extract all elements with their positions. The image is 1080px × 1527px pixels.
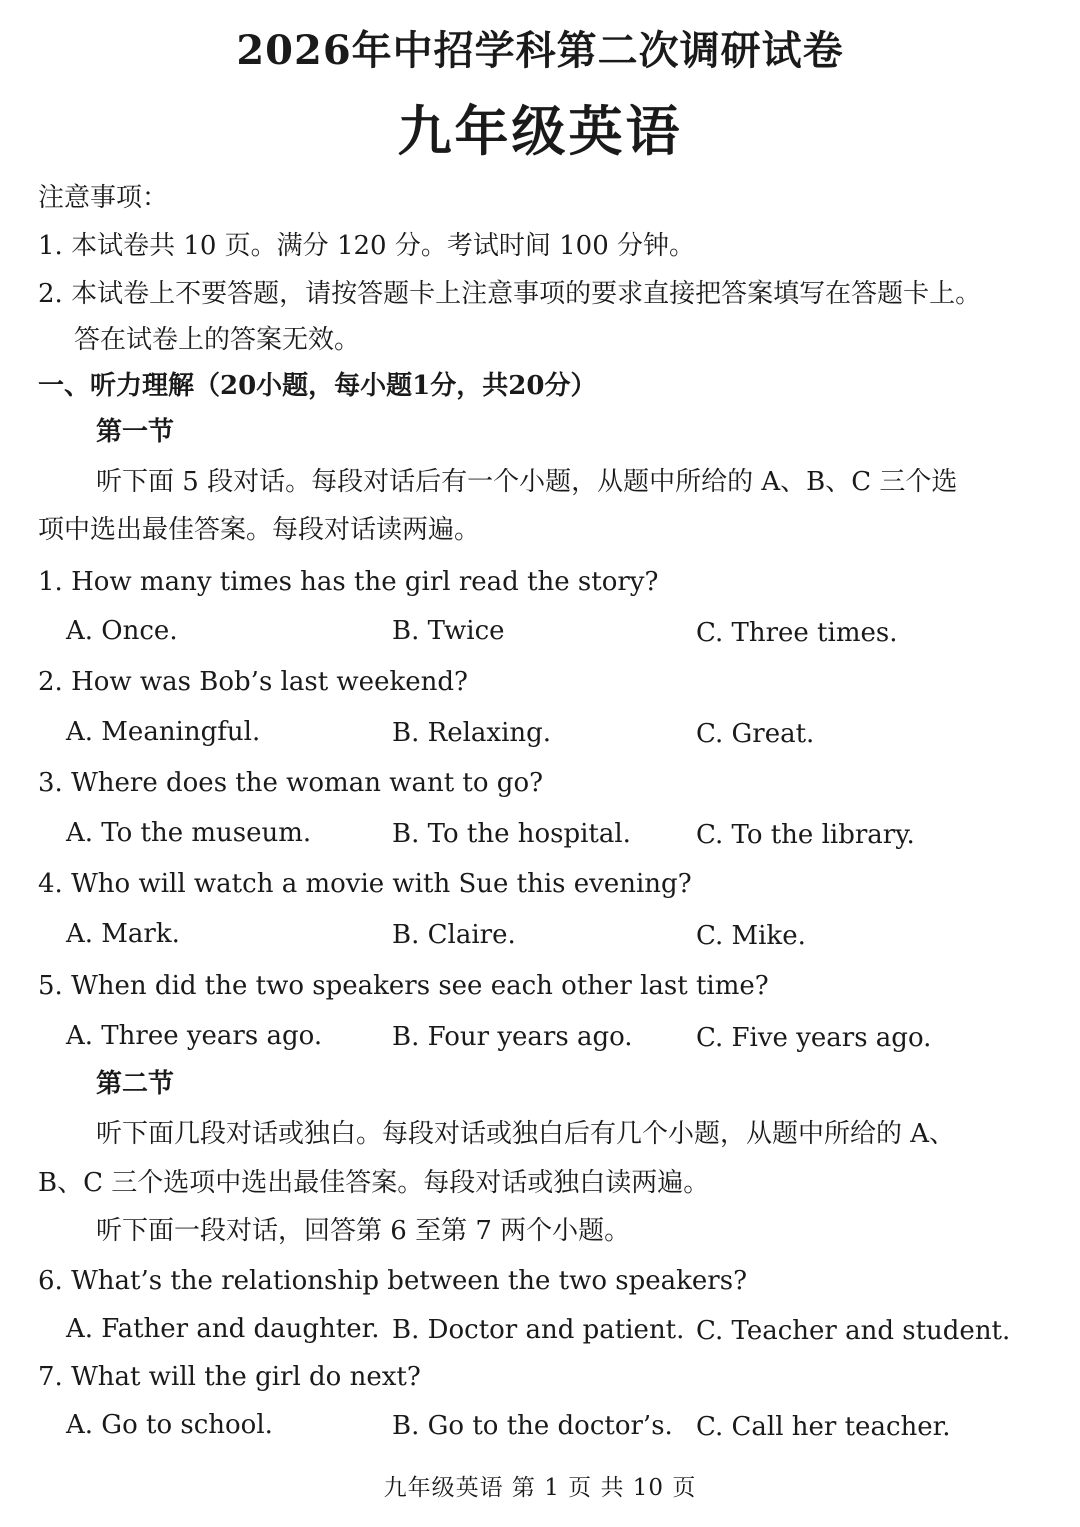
- notice-item-2-cont: 答在试卷上的答案无效。: [74, 325, 361, 355]
- part2-heading: 第二节: [96, 1069, 175, 1099]
- part2-instructions: 听下面几段对话或独白。每段对话或独白后有几个小题，从题中所给的 A、: [96, 1119, 956, 1149]
- question-4: 4. Who will watch a movie with Sue this evening?: [38, 869, 692, 899]
- q6-option-a: A. Father and daughter.: [66, 1314, 380, 1344]
- part1-instructions: 听下面 5 段对话。每段对话后有一个小题，从题中所给的 A、B、C 三个选: [96, 467, 958, 497]
- q2-option-c: C. Great.: [696, 719, 815, 749]
- part1-heading: 第一节: [96, 417, 175, 447]
- q5-option-a: A. Three years ago.: [66, 1021, 323, 1051]
- notice-item-1: 1. 本试卷共 10 页。满分 120 分。考试时间 100 分钟。: [38, 231, 695, 261]
- page-footer: 九年级英语 第 1 页 共 10 页: [383, 1475, 697, 1501]
- subject-title: 九年级英语: [397, 99, 683, 163]
- question-1: 1. How many times has the girl read the story?: [38, 567, 659, 597]
- q7-option-c: C. Call her teacher.: [696, 1412, 951, 1442]
- part2-sub-instructions: 听下面一段对话，回答第 6 至第 7 两个小题。: [96, 1216, 631, 1246]
- q4-option-b: B. Claire.: [392, 920, 516, 950]
- question-2: 2. How was Bob’s last weekend?: [38, 667, 468, 697]
- q5-option-b: B. Four years ago.: [392, 1022, 633, 1052]
- q2-option-b: B. Relaxing.: [392, 718, 552, 748]
- q6-option-b: B. Doctor and patient.: [392, 1315, 685, 1345]
- q1-option-c: C. Three times.: [696, 618, 898, 648]
- q1-option-b: B. Twice: [392, 616, 505, 646]
- notice-heading: 注意事项：: [38, 183, 169, 213]
- q4-option-c: C. Mike.: [696, 921, 806, 951]
- q6-option-c: C. Teacher and student.: [696, 1316, 1011, 1346]
- part1-instructions-cont: 项中选出最佳答案。每段对话读两遍。: [38, 515, 481, 545]
- q3-option-b: B. To the hospital.: [392, 819, 631, 849]
- q1-option-a: A. Once.: [66, 616, 178, 646]
- part2-instructions-cont: B、C 三个选项中选出最佳答案。每段对话或独白读两遍。: [38, 1168, 710, 1198]
- q3-option-a: A. To the museum.: [66, 818, 312, 848]
- q4-option-a: A. Mark.: [66, 919, 180, 949]
- question-6: 6. What’s the relationship between the two speakers?: [38, 1266, 748, 1296]
- q2-option-a: A. Meaningful.: [66, 717, 261, 747]
- section-heading: 一、听力理解（20小题，每小题1分，共20分）: [38, 371, 597, 401]
- question-3: 3. Where does the woman want to go?: [38, 768, 544, 798]
- exam-title: 2026年中招学科第二次调研试卷: [236, 27, 844, 74]
- q3-option-c: C. To the library.: [696, 820, 915, 850]
- q5-option-c: C. Five years ago.: [696, 1023, 932, 1053]
- q7-option-a: A. Go to school.: [66, 1410, 273, 1440]
- question-5: 5. When did the two speakers see each other last time?: [38, 971, 769, 1001]
- question-7: 7. What will the girl do next?: [38, 1362, 421, 1392]
- q7-option-b: B. Go to the doctor’s.: [392, 1411, 673, 1441]
- notice-item-2: 2. 本试卷上不要答题，请按答题卡上注意事项的要求直接把答案填写在答题卡上。: [38, 279, 982, 309]
